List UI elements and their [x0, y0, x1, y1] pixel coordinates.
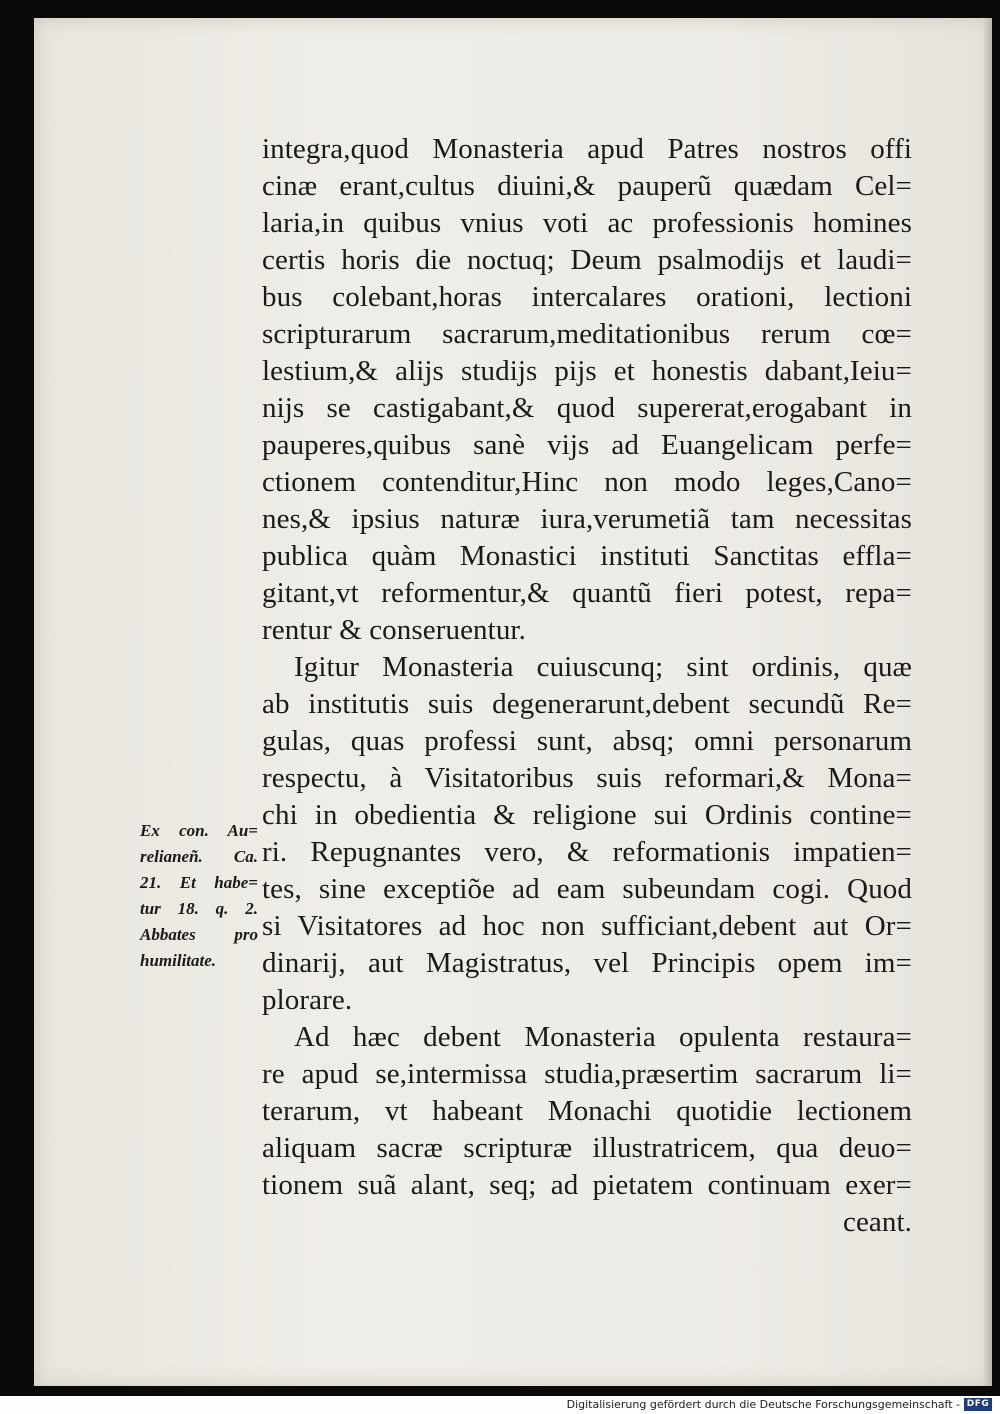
- text-line: ab institutis suis degenerarunt,debent secundũ Re=: [262, 688, 912, 720]
- text-line: respectu, à Visitatoribus suis reformari,& Mona=: [262, 762, 912, 794]
- text-line: laria,in quibus vnius voti ac professionis homines: [262, 207, 912, 239]
- text-line: lestium,& alijs studijs pijs et honestis dabant,Ieiu=: [262, 355, 912, 387]
- catchword: ceant.: [842, 1206, 912, 1238]
- text-line: bus colebant,horas intercalares orationi, lectioni: [262, 281, 912, 313]
- text-line: si Visitatores ad hoc non sufficiant,debent aut Or=: [262, 910, 912, 942]
- marginal-note-line: Ex con. Au=: [140, 821, 258, 840]
- text-line: certis horis die noctuq; Deum psalmodijs et laudi=: [262, 244, 912, 276]
- text-line: dinarij, aut Magistratus, vel Principis opem im=: [262, 947, 912, 979]
- text-line: plorare.: [262, 984, 353, 1016]
- dfg-logo: DFG: [964, 1398, 992, 1411]
- marginal-note-line: relianeñ. Ca.: [140, 847, 258, 866]
- text-line: ctionem contenditur,Hinc non modo leges,Cano=: [262, 466, 912, 498]
- text-line: ri. Repugnantes vero, & reformationis impatien=: [262, 836, 912, 868]
- marginal-note-line: humilitate.: [140, 951, 217, 970]
- text-line: aliquam sacræ scripturæ illustratricem, qua deuo=: [262, 1132, 912, 1164]
- funding-credit: Digitalisierung gefördert durch die Deutsche Forschungsgemeinschaft -: [566, 1398, 960, 1411]
- text-line: nijs se castigabant,& quod supererat,erogabant in: [262, 392, 912, 424]
- marginal-note-line: Abbates pro: [140, 925, 258, 944]
- text-line: Ad hæc debent Monasteria opulenta restaura=: [294, 1021, 912, 1053]
- text-line: re apud se,intermissa studia,præsertim sacrarum li=: [262, 1058, 912, 1090]
- text-line: terarum, vt habeant Monachi quotidie lectionem: [262, 1095, 912, 1127]
- text-line: gitant,vt reformentur,& quantũ fieri potest, repa=: [262, 577, 912, 609]
- text-line: rentur & conseruentur.: [262, 614, 526, 646]
- text-line: tes, sine exceptiõe ad eam subeundam cogi. Quod: [262, 873, 912, 905]
- text-line: gulas, quas professi sunt, absq; omni personarum: [262, 725, 912, 757]
- page-edge: [984, 18, 992, 1386]
- text-line: chi in obedientia & religione sui Ordinis contine=: [262, 799, 912, 831]
- text-line: integra,quod Monasteria apud Patres nostros offi: [262, 133, 912, 165]
- text-line: nes,& ipsius naturæ iura,verumetiã tam necessitas: [262, 503, 912, 535]
- text-line: Igitur Monasteria cuiuscunq; sint ordinis, quæ: [294, 651, 912, 683]
- marginal-note-line: 21. Et habe=: [140, 873, 258, 892]
- text-line: publica quàm Monastici instituti Sanctitas effla=: [262, 540, 912, 572]
- text-line: scripturarum sacrarum,meditationibus rerum cœ=: [262, 318, 912, 350]
- text-line: tionem suã alant, seq; ad pietatem continuam exer=: [262, 1169, 912, 1201]
- text-line: cinæ erant,cultus diuini,& pauperũ quædam Cel=: [262, 170, 912, 202]
- footer-bar: [0, 1396, 1000, 1414]
- marginal-note-line: tur 18. q. 2.: [140, 899, 258, 918]
- text-line: pauperes,quibus sanè vijs ad Euangelicam perfe=: [262, 429, 912, 461]
